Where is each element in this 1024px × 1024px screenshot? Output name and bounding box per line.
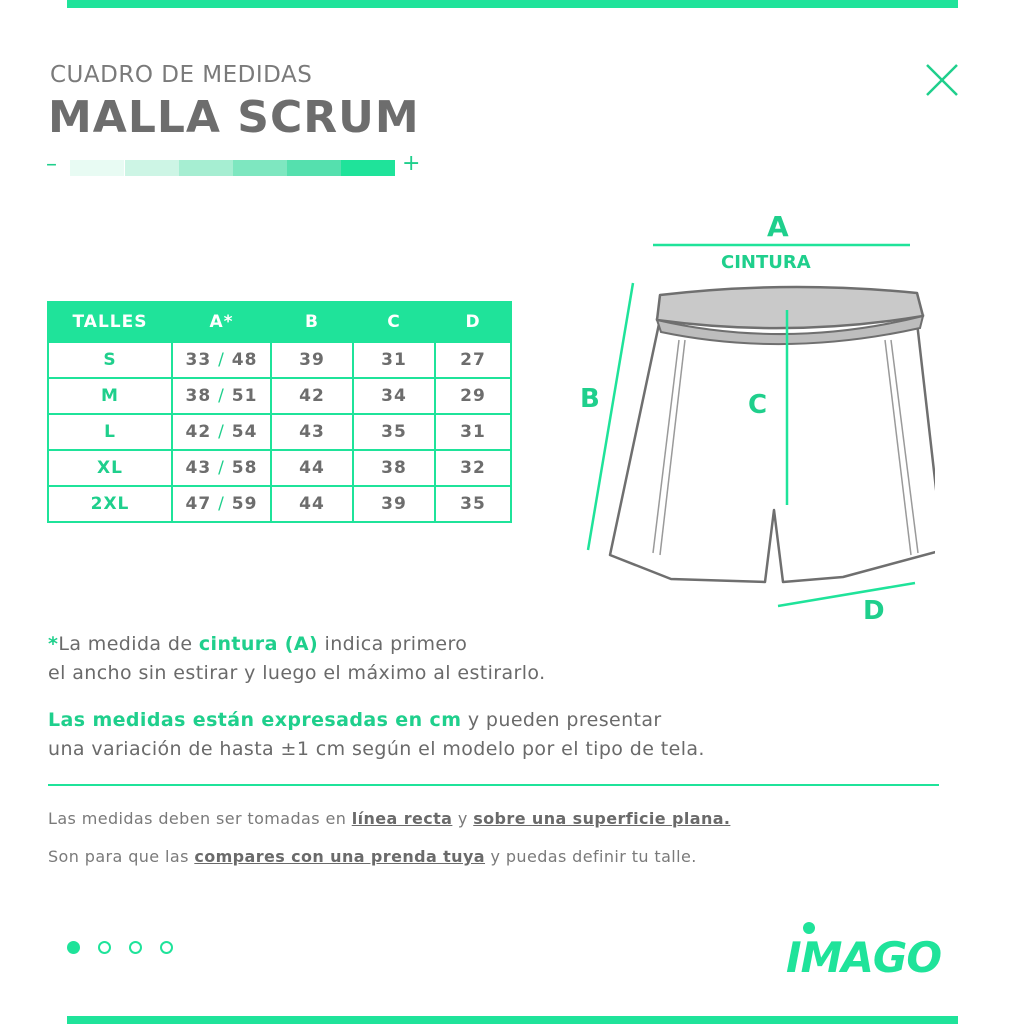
column-header-b: B xyxy=(271,302,353,342)
size-cell: S xyxy=(48,342,172,378)
waist-note xyxy=(48,630,546,688)
scale-plus-icon: + xyxy=(402,151,421,176)
divider xyxy=(48,784,939,786)
column-header-talles: TALLES xyxy=(48,302,172,342)
length-cell: 44 xyxy=(271,450,353,486)
length-cell: 43 xyxy=(271,414,353,450)
scale-minus-icon: – xyxy=(46,152,57,177)
waist-max: 54 xyxy=(231,422,258,442)
waist-cell xyxy=(172,378,271,414)
table-row xyxy=(48,486,511,522)
page-subtitle: CUADRO DE MEDIDAS xyxy=(50,62,313,88)
size-table xyxy=(47,301,512,523)
close-icon[interactable] xyxy=(924,62,960,98)
size-cell: 2XL xyxy=(48,486,172,522)
size-cell: XL xyxy=(48,450,172,486)
note-text: Las medidas deben ser tomadas en xyxy=(48,809,352,828)
underlined-text: línea recta xyxy=(351,809,453,828)
scale-segment xyxy=(341,160,395,176)
label-d: D xyxy=(863,596,885,626)
leg-width-cell: 27 xyxy=(435,342,511,378)
note-text: Son para que las xyxy=(48,847,195,866)
page-dot[interactable] xyxy=(98,941,111,954)
fit-scale xyxy=(46,151,426,180)
measure-line-d xyxy=(778,583,915,606)
scale-segment xyxy=(70,160,124,176)
imago-logo xyxy=(786,920,961,975)
underlined-text: compares con una prenda tuya xyxy=(194,847,486,866)
waist-separator: / xyxy=(218,494,225,514)
rise-cell: 34 xyxy=(353,378,435,414)
logo-text: IMAGO xyxy=(786,933,942,975)
length-cell: 44 xyxy=(271,486,353,522)
scale-segment xyxy=(125,160,179,176)
note-text: y puedas definir tu talle. xyxy=(485,847,697,866)
scale-segment xyxy=(287,160,341,176)
pagination-dots xyxy=(67,941,177,955)
note-text: una variación de hasta ±1 cm según el modelo por el tipo de tela. xyxy=(48,738,705,760)
waist-cell xyxy=(172,414,271,450)
label-b: B xyxy=(580,384,600,414)
rise-cell: 38 xyxy=(353,450,435,486)
rise-cell: 31 xyxy=(353,342,435,378)
waist-cell xyxy=(172,486,271,522)
size-cell: L xyxy=(48,414,172,450)
note-text: el ancho sin estirar y luego el máximo al estirarlo. xyxy=(48,662,546,684)
waist-cell xyxy=(172,342,271,378)
leg-width-cell: 35 xyxy=(435,486,511,522)
length-cell: 39 xyxy=(271,342,353,378)
page-title: MALLA SCRUM xyxy=(48,92,420,143)
size-cell: M xyxy=(48,378,172,414)
page-dot[interactable] xyxy=(129,941,142,954)
table-row xyxy=(48,414,511,450)
scale-segment xyxy=(179,160,233,176)
page-dot[interactable] xyxy=(67,941,80,954)
shorts-diagram xyxy=(575,210,935,630)
waist-separator: / xyxy=(218,350,225,370)
note-highlight: Las medidas están expresadas en cm xyxy=(48,709,462,731)
asterisk: * xyxy=(48,633,59,655)
note-highlight: cintura (A) xyxy=(198,633,319,655)
leg-width-cell: 29 xyxy=(435,378,511,414)
waist-separator: / xyxy=(218,422,225,442)
waist-separator: / xyxy=(218,386,225,406)
units-note xyxy=(48,706,705,764)
top-accent-bar xyxy=(67,0,958,8)
label-cintura: CINTURA xyxy=(721,252,811,273)
length-cell: 42 xyxy=(271,378,353,414)
waist-min: 47 xyxy=(185,494,212,514)
leg-width-cell: 32 xyxy=(435,450,511,486)
waist-max: 48 xyxy=(231,350,258,370)
note-text: indica primero xyxy=(318,633,468,655)
column-header-c: C xyxy=(353,302,435,342)
page-dot[interactable] xyxy=(160,941,173,954)
table-row xyxy=(48,378,511,414)
waist-max: 59 xyxy=(231,494,258,514)
column-header-d: D xyxy=(435,302,511,342)
underlined-text: sobre una superficie plana. xyxy=(473,809,731,828)
rise-cell: 35 xyxy=(353,414,435,450)
column-header-a: A* xyxy=(172,302,271,342)
compare-instruction xyxy=(48,847,697,866)
waist-min: 42 xyxy=(185,422,212,442)
waist-min: 43 xyxy=(185,458,212,478)
waist-min: 33 xyxy=(185,350,212,370)
waist-min: 38 xyxy=(185,386,212,406)
waist-max: 58 xyxy=(231,458,258,478)
waist-max: 51 xyxy=(231,386,258,406)
table-row xyxy=(48,450,511,486)
note-text: y pueden presentar xyxy=(461,709,662,731)
table-header-row xyxy=(48,302,511,342)
note-text: y xyxy=(452,809,474,828)
waist-separator: / xyxy=(218,458,225,478)
rise-cell: 39 xyxy=(353,486,435,522)
bottom-accent-bar xyxy=(67,1016,958,1024)
scale-segment xyxy=(233,160,287,176)
table-row xyxy=(48,342,511,378)
label-c: C xyxy=(748,390,768,420)
waistband xyxy=(657,287,923,328)
measure-instruction xyxy=(48,809,730,828)
leg-width-cell: 31 xyxy=(435,414,511,450)
waist-cell xyxy=(172,450,271,486)
label-a: A xyxy=(767,210,789,243)
note-text: La medida de xyxy=(58,633,199,655)
